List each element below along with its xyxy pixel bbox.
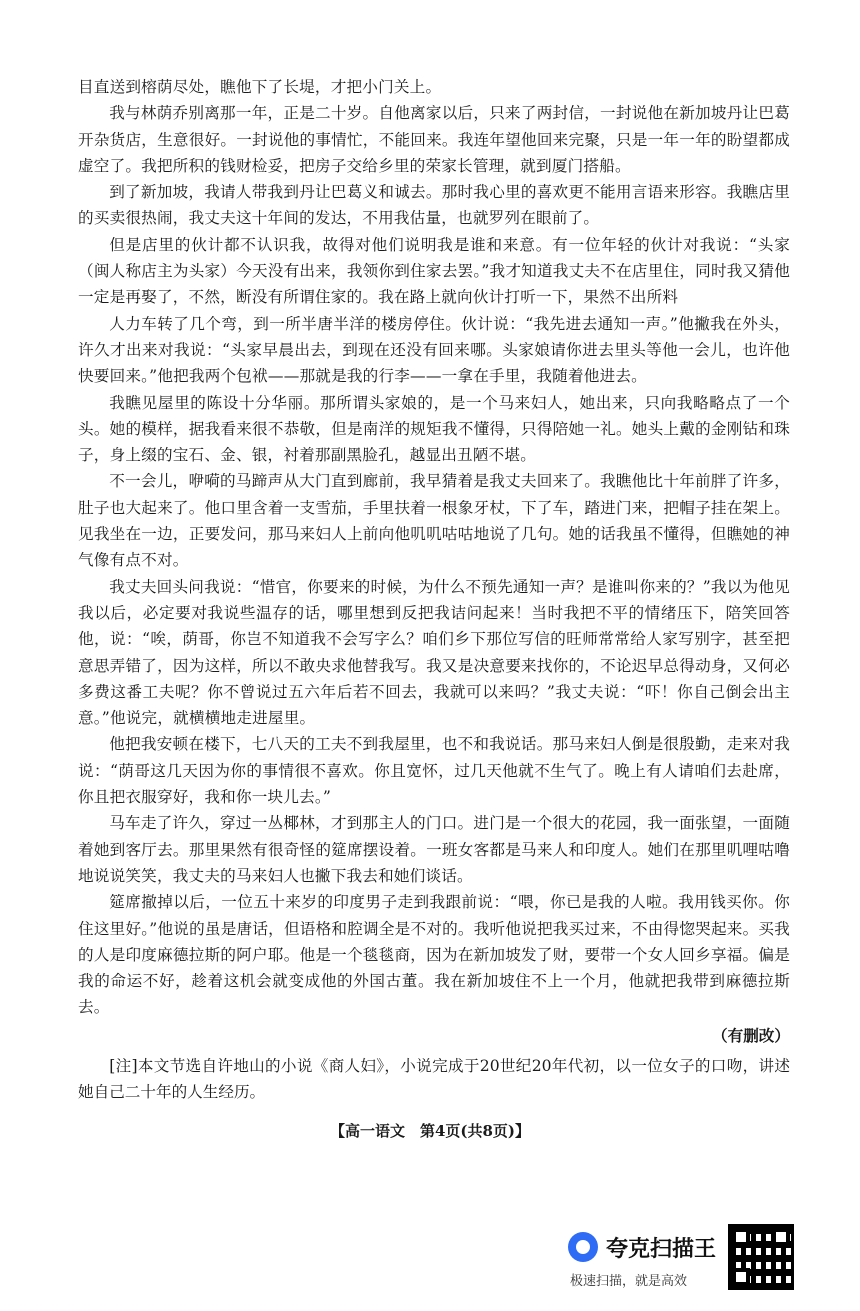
paragraph-2: 我与林荫乔别离那一年，正是二十岁。自他离家以后，只来了两封信，一封说他在新加坡丹让巴葛开杂货店，生意很好。一封说他的事情忙，不能回来。我连年望他回来完聚，只是一年一年的盼望都成虚空了。我把所积的钱财检妥，把房子交给乡里的荣家长管理，就到厦门搭船。 (78, 104, 790, 175)
watermark-brand: 夸克扫描王 (606, 1237, 717, 1262)
qr-finder-icon (732, 1228, 750, 1246)
paragraph-10: 马车走了许久，穿过一丛椰林，才到那主人的门口。进门是一个很大的花园，我一面张望，一面随着她到客厅去。那里果然有很奇怪的筵席摆设着。一班女客都是马来人和印度人。她们在那里叽哩咕噜地说说笑笑，我丈夫的马来妇人也撇下我去和她们谈话。 (78, 814, 790, 885)
paragraph-1: 目直送到榕荫尽处，瞧他下了长堤，才把小门关上。 (78, 78, 442, 96)
page-footer: 【高一语文 第4页(共8页)】 (329, 1122, 531, 1140)
annotation-note: [注]本文节选自许地山的小说《商人妇》，小说完成于20世纪20年代初，以一位女子的口吻，讲述她自己二十年的人生经历。 (78, 1056, 790, 1102)
qr-finder-icon (732, 1268, 750, 1286)
qr-finder-icon (772, 1228, 790, 1246)
paragraph-8: 我丈夫回头问我说：“惜官，你要来的时候，为什么不预先通知一声？是谁叫你来的？”我以为他见我以后，必定要对我说些温存的话，哪里想到反把我诘问起来！当时我把不平的情绪压下，陪笑回答他，说：“唉，荫哥，你岂不知道我不会写字么？咱们乡下那位写信的旺师常常给人家写别字，甚至把意思弄错了，因为这样，所以不敢央求他替我写。我又是决意要来找你的，不论迟早总得动身，又何必多费这番工夫呢？你不曾说过五六年后若不回去，我就可以来吗？”我丈夫说：“吓！你自己倒会出主意。”他说完，就横横地走进屋里。 (78, 577, 790, 728)
watermark-slogan: 极速扫描，就是高效 (570, 1274, 688, 1289)
qr-code-icon (728, 1224, 794, 1290)
document-body (78, 74, 790, 1106)
scanner-logo-icon (568, 1232, 598, 1262)
paragraph-11: 筵席撤掉以后，一位五十来岁的印度男子走到我跟前说：“喂，你已是我的人啦。我用钱买你。你住这里好。”他说的虽是唐话，但语格和腔调全是不对的。我听他说把我买过来，不由得惚哭起来。买我的人是印度麻德拉斯的阿户耶。他是一个毯毯商，因为在新加坡发了财，要带一个女人回乡享福。偏是我的命运不好，趁着这机会就变成他的外国古董。我在新加坡住不上一个月，他就把我带到麻德拉斯去。 (78, 893, 790, 1017)
paragraph-3: 到了新加坡，我请人带我到丹让巴葛义和诚去。那时我心里的喜欢更不能用言语来形容。我瞧店里的买卖很热闹，我丈夫这十年间的发达，不用我估量，也就罗列在眼前了。 (78, 183, 790, 228)
paragraph-5: 人力车转了几个弯，到一所半唐半洋的楼房停住。伙计说：“我先进去通知一声。”他撇我在外头，许久才出来对我说：“头家早晨出去，到现在还没有回来哪。头家娘请你进去里头等他一会儿，也许他快要回来。”他把我两个包袱——那就是我的行李——一拿在手里，我随着他进去。 (78, 314, 790, 386)
paragraph-9: 他把我安顿在楼下，七八天的工夫不到我屋里，也不和我说话。那马来妇人倒是很殷勤，走来对我说：“荫哥这几天因为你的事情很不喜欢。你且宽怀，过几天他就不生气了。晚上有人请咱们去赴席，你且把衣服穿好，我和你一块儿去。” (78, 735, 790, 807)
paragraph-7: 不一会儿，咿嗬的马蹄声从大门直到廊前，我早猜着是我丈夫回来了。我瞧他比十年前胖了许多，肚子也大起来了。他口里含着一支雪茄，手里扶着一根象牙杖，下了车，踏进门来，把帽子挂在架上。见我坐在一边，正要发问，那马来妇人上前向他叽叽咕咕地说了几句。她的话我虽不懂得，但瞧她的神气像有点不对。 (78, 472, 790, 570)
paragraph-6: 我瞧见屋里的陈设十分华丽。那所谓头家娘的，是一个马来妇人，她出来，只向我略略点了一个头。她的模样，据我看来很不恭敬，但是南洋的规矩我不懂得，只得陪她一礼。她头上戴的金刚钻和珠子，身上缀的宝石、金、银，衬着那副黑脸孔，越显出丑陋不堪。 (78, 393, 790, 465)
edit-note: （有删改） (712, 1025, 790, 1045)
paragraph-4: 但是店里的伙计都不认识我，故得对他们说明我是谁和来意。有一位年轻的伙计对我说：“头家（闽人称店主为头家）今天没有出来，我领你到住家去罢。”我才知道我丈夫不在店里住，同时我又猜他一定是再娶了，不然，断没有所谓住家的。我在路上就向伙计打听一下，果然不出所料 (78, 235, 790, 307)
scanner-watermark (568, 1224, 796, 1294)
